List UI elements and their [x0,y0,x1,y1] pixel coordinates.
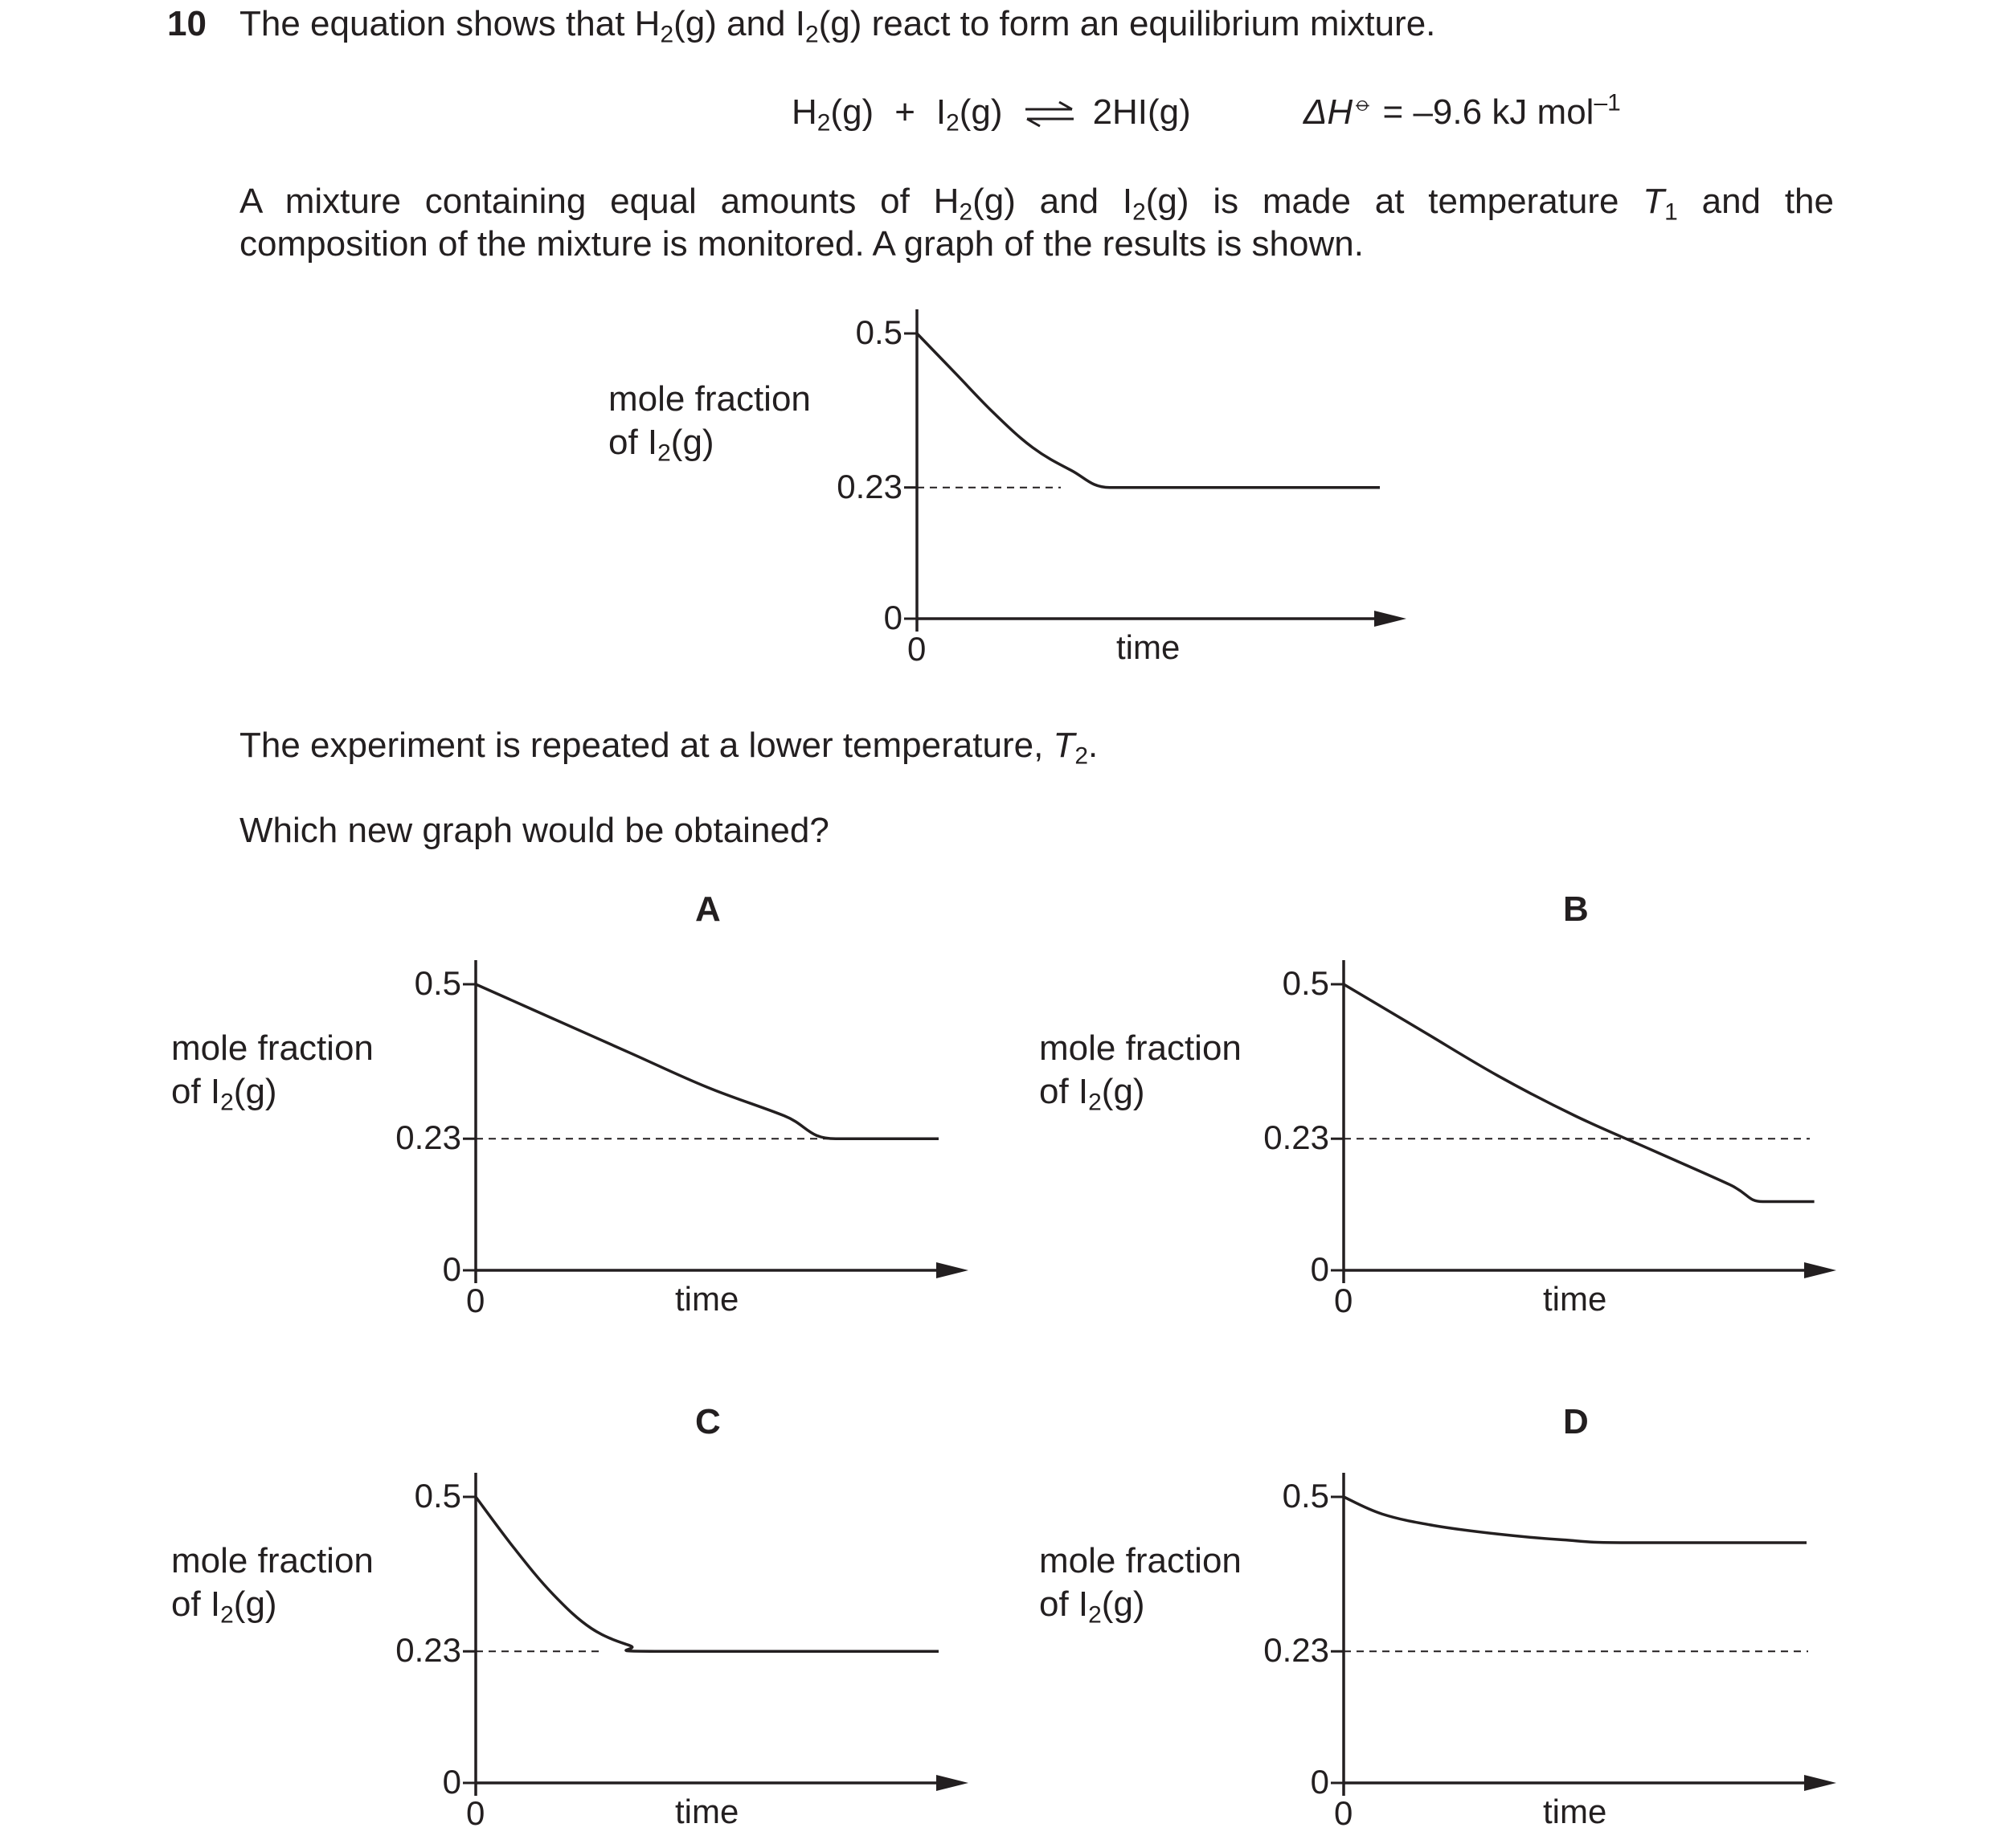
intro-text-1: The equation shows that H [239,4,661,43]
y-label-text: of I [1039,1072,1089,1111]
x-axis-label: time [675,1793,739,1830]
option-a-graph[interactable] [129,884,980,1334]
eq-plus: + [894,92,915,132]
repeat-text: The experiment is repeated at a lower temperature, [239,726,1054,765]
x-axis-label: time [1543,1280,1607,1318]
para-temp-sub: 1 [1664,198,1678,226]
eq-i2: I [935,92,947,132]
y-axis-label-line-1: mole fraction [171,1541,374,1580]
x-axis-arrow-icon [1804,1775,1836,1791]
delta-h [1303,89,1621,132]
para-text-c: (g) is made at temperature [1145,182,1643,221]
y-label-text: of I [171,1584,221,1624]
data-curve [476,984,939,1139]
repeat-end: . [1088,726,1099,765]
x-tick-label-zero: 0 [907,630,927,668]
y-axis-label-line-2 [171,1583,374,1629]
y-axis-label-line-2 [608,421,811,467]
data-curve [1344,984,1815,1202]
y-tick-label-zero: 0 [883,599,902,636]
y-tick-label-top: 0.5 [414,964,461,1002]
delta-h-unit-sup: –1 [1594,89,1621,117]
para-sub-a: 2 [959,198,973,226]
x-axis-arrow-icon [1374,611,1406,627]
y-tick-label-zero: 0 [442,1250,461,1288]
y-axis-label [171,1539,374,1629]
x-axis-arrow-icon [936,1775,968,1791]
y-tick-label-top: 0.5 [855,313,902,351]
y-axis-label [171,1027,374,1114]
y-label-text: of I [1039,1584,1089,1624]
x-axis-label: time [1543,1793,1607,1830]
graph-svg [563,289,1414,675]
intro-sub-1: 2 [660,21,674,48]
y-axis-label-line-2 [171,1070,374,1114]
delta-h-value: = –9.6 kJ mol [1382,92,1594,132]
y-axis-label-line-1: mole fraction [171,1028,374,1068]
delta-h-label: ΔH [1303,92,1353,132]
y-label-sub: 2 [220,1601,234,1629]
eq-h2-sub: 2 [816,109,831,137]
option-letter: B [1563,889,1589,929]
intro-text-2: (g) and I [673,4,805,43]
intro-sub-2: 2 [804,21,819,48]
eq-h2-state: (g) [830,92,874,132]
y-label-state: (g) [1101,1584,1145,1624]
paragraph-line-2: composition of the mixture is monitored. A graph of the results is shown. [239,224,1364,264]
y-axis-label-line-1: mole fraction [1039,1028,1242,1068]
y-axis-label [608,378,811,467]
option-letter: D [1563,1402,1589,1441]
y-label-text: of I [171,1072,221,1111]
y-tick-label-mid: 0.23 [395,1631,461,1670]
y-tick-label-mid: 0.23 [395,1118,461,1157]
eq-product: 2HI(g) [1092,92,1191,132]
para-text-d: and the [1677,182,1834,221]
chemical-equation [792,89,1621,137]
paragraph-line-1 [239,180,1834,226]
y-axis-label-line-1: mole fraction [1039,1541,1242,1580]
question-number: 10 [167,4,207,43]
y-label-sub: 2 [657,440,671,467]
y-tick-label-mid: 0.23 [1263,1631,1329,1670]
y-tick-label-top: 0.5 [414,1477,461,1515]
eq-i2-sub: 2 [946,109,960,137]
y-tick-label-zero: 0 [1310,1250,1329,1288]
x-axis-arrow-icon [936,1262,968,1278]
repeat-statement [239,725,1099,770]
para-sub-b: 2 [1132,198,1146,226]
x-tick-label-zero: 0 [466,1282,485,1319]
y-label-state: (g) [670,423,714,462]
description-paragraph [239,180,1834,265]
y-tick-label-zero: 0 [1310,1763,1329,1801]
y-label-sub: 2 [1088,1601,1102,1629]
equilibrium-arrow-icon [1024,100,1075,128]
y-label-state: (g) [233,1072,277,1111]
option-d-graph[interactable] [996,1396,1848,1846]
intro-text-3: (g) react to form an equilibrium mixture. [818,4,1436,43]
y-axis-label [1039,1027,1242,1114]
x-axis-arrow-icon [1804,1262,1836,1278]
y-label-sub: 2 [220,1089,234,1116]
question-intro [239,3,1436,48]
y-tick-label-zero: 0 [442,1763,461,1801]
y-label-state: (g) [233,1584,277,1624]
repeat-temp-sub: 2 [1074,742,1089,770]
y-tick-label-top: 0.5 [1282,1477,1329,1515]
data-curve [1344,1497,1807,1543]
y-label-text: of I [608,423,658,462]
eq-h2: H [792,92,817,132]
para-text-a: A mixture containing equal amounts of H [239,182,960,221]
option-c-graph[interactable] [129,1396,980,1846]
data-curve [917,333,1380,488]
x-tick-label-zero: 0 [1334,1282,1353,1319]
y-tick-label-top: 0.5 [1282,964,1329,1002]
option-b-graph[interactable] [996,884,1848,1334]
data-curve [476,1497,939,1651]
option-letter: A [695,889,721,929]
option-letter: C [695,1402,721,1441]
x-axis-label: time [1116,628,1181,666]
x-tick-label-zero: 0 [466,1794,485,1832]
question-prompt: Which new graph would be obtained? [239,811,829,850]
y-axis-label [1039,1539,1242,1629]
reference-graph [563,289,1414,675]
y-tick-label-mid: 0.23 [1263,1118,1329,1157]
y-axis-label-line-2 [1039,1583,1242,1629]
y-axis-label-line-2 [1039,1070,1242,1114]
x-axis-label: time [675,1280,739,1318]
eq-i2-state: (g) [959,92,1003,132]
para-temp-symbol: T [1643,182,1665,221]
delta-h-sup: ⦵ [1353,89,1373,117]
x-tick-label-zero: 0 [1334,1794,1353,1832]
y-label-state: (g) [1101,1072,1145,1111]
y-axis-label-line-1: mole fraction [608,379,811,419]
repeat-temp-symbol: T [1053,726,1075,765]
y-tick-label-mid: 0.23 [837,467,902,505]
para-text-b: (g) and I [972,182,1133,221]
y-label-sub: 2 [1088,1089,1102,1116]
